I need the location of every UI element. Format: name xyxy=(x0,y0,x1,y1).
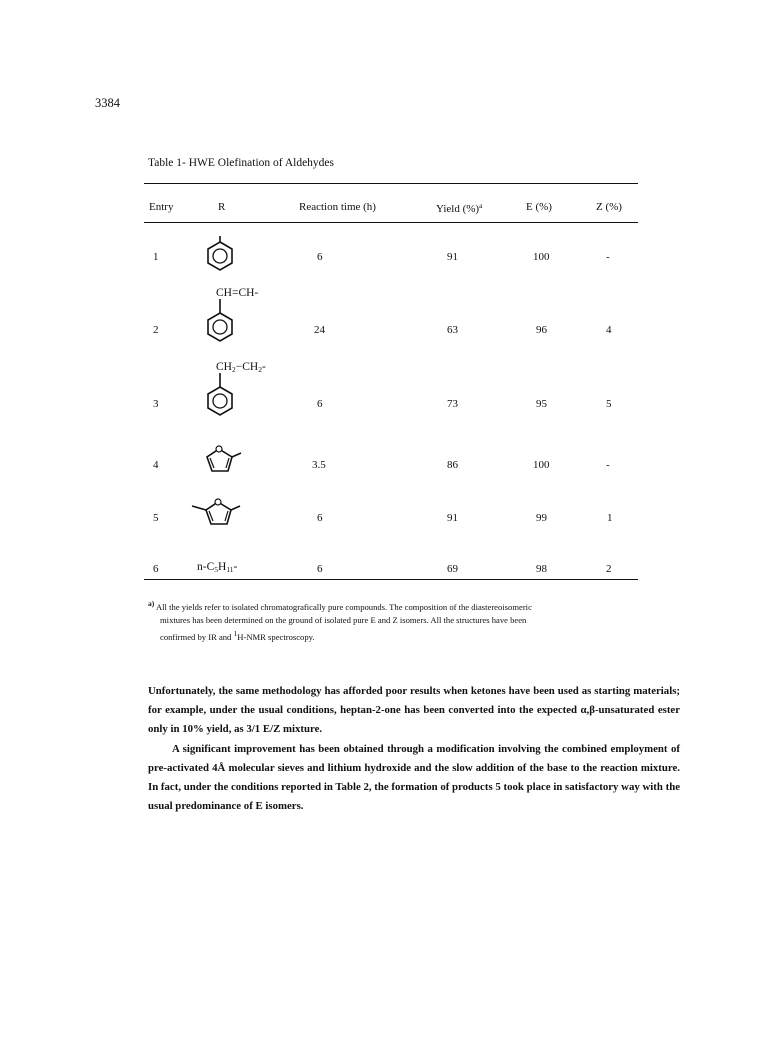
row-3-label-part-a: CH xyxy=(216,361,232,373)
row-6-entry: 6 xyxy=(153,563,159,575)
header-reaction-time: Reaction time (h) xyxy=(299,201,376,213)
row-6-formula-subscript-b: 11 xyxy=(226,565,234,574)
header-r: R xyxy=(218,201,226,213)
row-6-yield: 69 xyxy=(447,563,458,575)
footnote-line-1 xyxy=(148,597,618,614)
footnote-line-3-post: H-NMR spectroscopy. xyxy=(237,632,315,642)
footnote-line-1-text: All the yields refer to isolated chromatografically pure compounds. The composition of the diastereoisomeric xyxy=(155,602,532,612)
row-1-reaction-time: 6 xyxy=(317,251,323,263)
benzene-ring-icon xyxy=(205,236,235,274)
body-text xyxy=(148,682,680,816)
row-5-yield: 91 xyxy=(447,512,458,524)
benzene-ring-icon xyxy=(205,299,235,345)
row-3-z-percent: 5 xyxy=(606,398,612,410)
row-1-yield: 91 xyxy=(447,251,458,263)
body-paragraph-1: Unfortunately, the same methodology has afforded poor results when ketones have been used as starting materials; for example, under the usual conditions, heptan-2-one has been converted into the expected α,β-unsaturated ester only in 10% yield, as 3/1 E/Z mixture. xyxy=(148,685,680,736)
row-1-entry: 1 xyxy=(153,251,159,263)
header-yield xyxy=(436,201,482,215)
footnote-line-3 xyxy=(148,627,618,644)
table-top-rule xyxy=(144,183,638,184)
row-3-label-part-c: - xyxy=(261,361,266,373)
row-6-reaction-time: 6 xyxy=(317,563,323,575)
row-1-e-percent: 100 xyxy=(533,251,550,263)
row-5-entry: 5 xyxy=(153,512,159,524)
benzene-ring-icon xyxy=(205,373,235,419)
header-z-percent: Z (%) xyxy=(596,201,622,213)
header-yield-footnote-marker: a xyxy=(479,201,483,210)
row-5-reaction-time: 6 xyxy=(317,512,323,524)
row-3-label-part-b: −CH xyxy=(235,361,259,373)
page-number: 3384 xyxy=(95,96,120,110)
row-6-formula-suffix: - xyxy=(233,561,238,573)
row-4-reaction-time: 3.5 xyxy=(312,459,326,471)
header-yield-text: Yield (%) xyxy=(436,203,480,215)
methylfuran-ring-icon xyxy=(190,497,244,529)
row-6-formula-subscript-a: 5 xyxy=(214,565,218,574)
row-3-phenylethyl-structure xyxy=(205,373,235,419)
row-5-methylfuryl-structure xyxy=(190,497,244,529)
row-4-entry: 4 xyxy=(153,459,159,471)
footnote-line-3-sup: 1 xyxy=(233,629,238,638)
row-2-reaction-time: 24 xyxy=(314,324,325,336)
row-2-yield: 63 xyxy=(447,324,458,336)
row-3-entry: 3 xyxy=(153,398,159,410)
footnote-line-2: mixtures has been determined on the ground of isolated pure E and Z isomers. All the structures have been xyxy=(160,615,527,625)
table-header-rule xyxy=(144,222,638,223)
row-5-e-percent: 99 xyxy=(536,512,547,524)
furan-ring-icon xyxy=(203,444,245,476)
row-2-styryl-structure xyxy=(205,299,235,345)
table-caption: Table 1- HWE Olefination of Aldehydes xyxy=(148,157,335,169)
row-4-e-percent: 100 xyxy=(533,459,550,471)
row-4-yield: 86 xyxy=(447,459,458,471)
row-3-yield: 73 xyxy=(447,398,458,410)
row-3-label-subscript-b: 2 xyxy=(258,365,262,374)
row-6-pentyl-formula xyxy=(197,561,237,574)
row-4-furyl-structure xyxy=(203,444,245,476)
header-e-percent: E (%) xyxy=(526,201,552,213)
row-3-label-subscript-a: 2 xyxy=(231,365,236,374)
header-entry: Entry xyxy=(149,201,174,213)
table-footnote xyxy=(148,597,618,644)
row-6-formula-mid: H xyxy=(218,561,227,573)
body-paragraph-2: A significant improvement has been obtained through a modification involving the combined employment of pre-activated 4Å molecular sieves and lithium hydroxide and the slow addition of the base to the reaction mixture. In fact, under the conditions reported in Table 2, the formation of products 5 took place in satisfactory way with the usual predominance of E isomers. xyxy=(148,742,680,813)
table-bottom-rule xyxy=(144,579,638,580)
row-6-formula-prefix: n-C xyxy=(197,561,215,573)
row-5-z-percent: 1 xyxy=(607,512,613,524)
footnote-line-3-pre: confirmed by IR and xyxy=(160,632,234,642)
row-4-z-percent: - xyxy=(606,459,610,471)
row-2-substituent-label: CH=CH- xyxy=(216,287,259,299)
row-6-e-percent: 98 xyxy=(536,563,547,575)
row-2-entry: 2 xyxy=(153,324,159,336)
row-6-z-percent: 2 xyxy=(606,563,612,575)
row-1-z-percent: - xyxy=(606,251,610,263)
row-3-e-percent: 95 xyxy=(536,398,547,410)
footnote-marker: a) xyxy=(148,599,155,608)
row-3-reaction-time: 6 xyxy=(317,398,323,410)
row-2-z-percent: 4 xyxy=(606,324,612,336)
row-1-phenyl-structure xyxy=(205,236,235,274)
row-2-e-percent: 96 xyxy=(536,324,547,336)
